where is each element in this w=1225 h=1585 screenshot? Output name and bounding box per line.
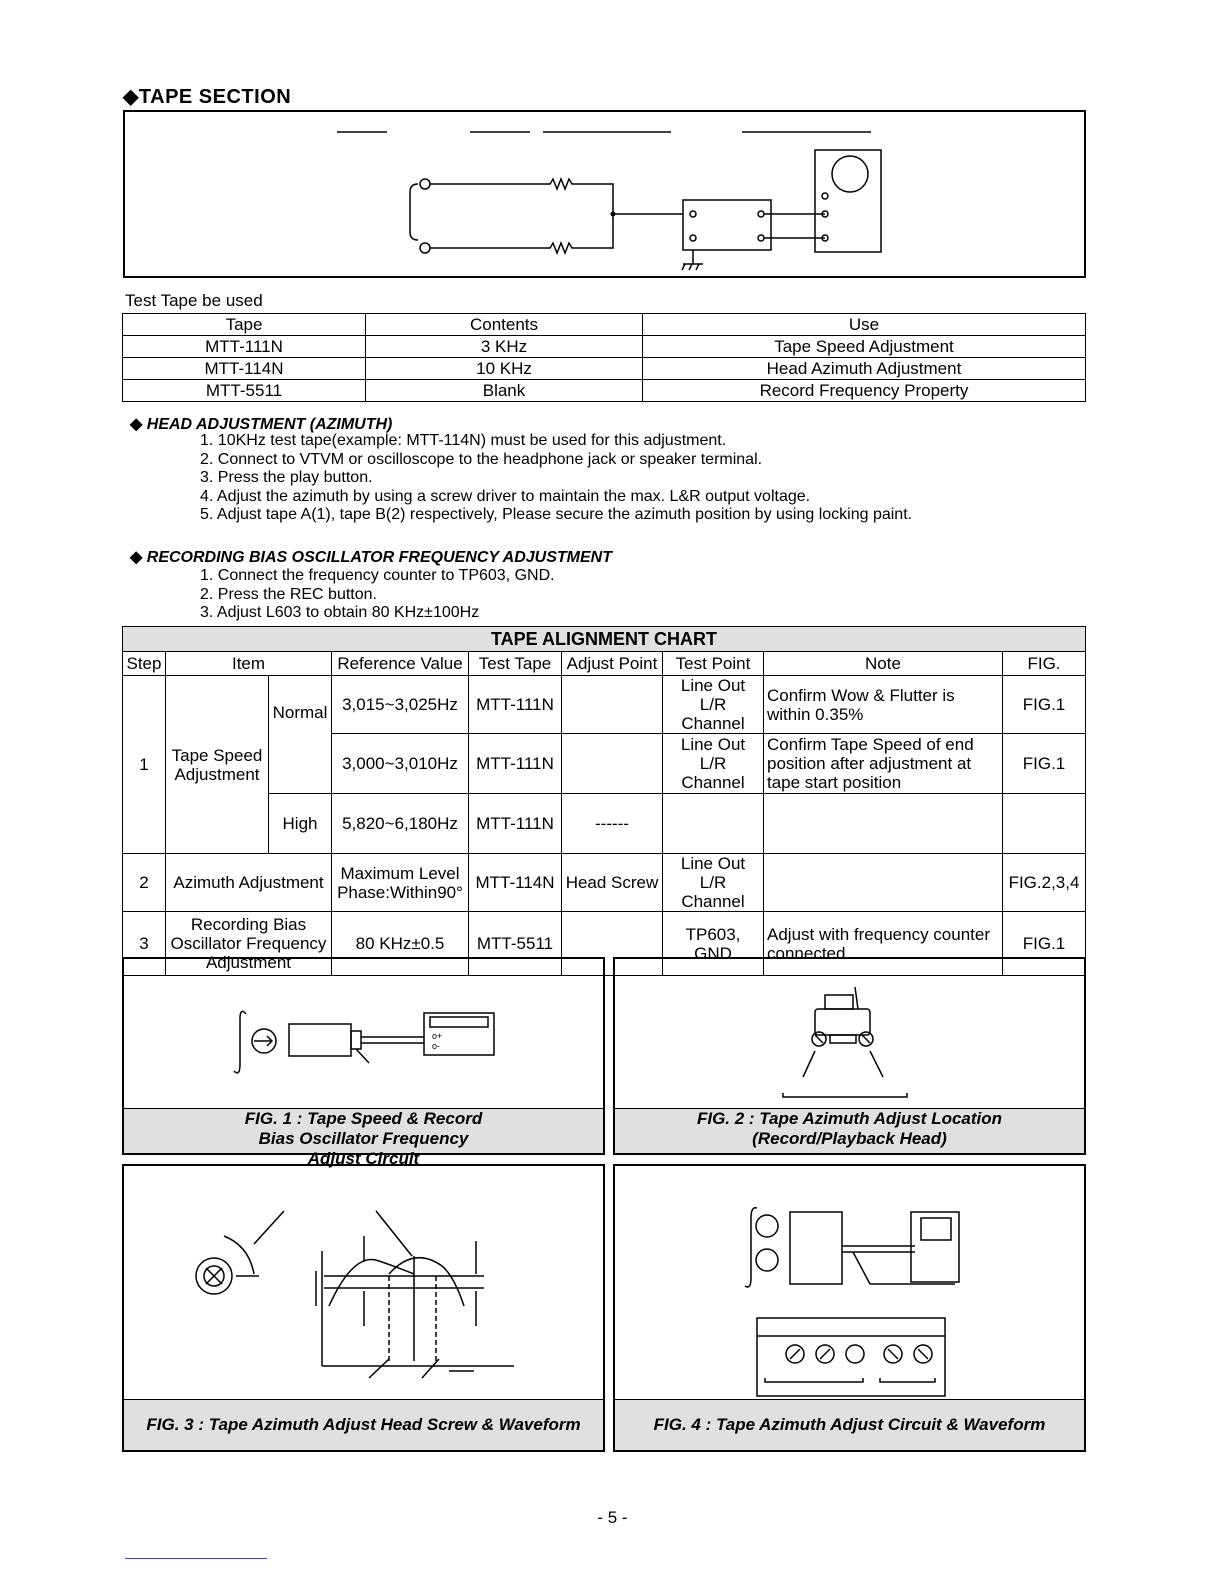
tape-table bbox=[122, 313, 1086, 402]
header-item: Item bbox=[166, 652, 332, 676]
table-cell: 10 KHz bbox=[366, 358, 643, 380]
head-adjustment-steps bbox=[200, 432, 912, 525]
table-cell: Adjust with frequency counter connected. bbox=[764, 912, 1003, 976]
section-title: ◆TAPE SECTION bbox=[123, 86, 292, 108]
circuit-diagram bbox=[125, 112, 1084, 276]
header-note: Note bbox=[764, 652, 1003, 676]
table-cell: Line Out L/R Channel bbox=[663, 734, 764, 794]
header-contents: Contents bbox=[366, 314, 643, 336]
mode-cell: Normal bbox=[269, 676, 332, 794]
test-tape-label: Test Tape be used bbox=[125, 291, 263, 310]
table-cell: Line Out L/R Channel bbox=[663, 854, 764, 912]
header-reference: Reference Value bbox=[332, 652, 469, 676]
figure-2 bbox=[613, 957, 1086, 1155]
table-cell bbox=[562, 734, 663, 794]
table-cell: 5,820~6,180Hz bbox=[332, 794, 469, 854]
step-cell: 3 bbox=[123, 912, 166, 976]
table-row bbox=[123, 380, 1086, 402]
figure-1 bbox=[122, 957, 605, 1168]
bias-adjustment-steps bbox=[200, 567, 555, 623]
table-cell bbox=[1003, 794, 1086, 854]
fig1-diagram bbox=[124, 959, 603, 1109]
footer-underline bbox=[125, 1558, 267, 1559]
table-cell: FIG.1 bbox=[1003, 734, 1086, 794]
table-cell: Head Screw bbox=[562, 854, 663, 912]
table-cell: MTT-111N bbox=[469, 676, 562, 734]
table-cell: 3,000~3,010Hz bbox=[332, 734, 469, 794]
item-cell: Recording Bias Oscillator Frequency Adjustment bbox=[166, 912, 332, 976]
item-cell: Tape Speed Adjustment bbox=[166, 676, 269, 854]
list-item: 2. Connect to VTVM or oscilloscope to the headphone jack or speaker terminal. bbox=[200, 450, 763, 468]
diamond-bullet-icon: ◆ bbox=[130, 416, 143, 433]
table-cell: Tape Speed Adjustment bbox=[643, 336, 1086, 358]
table-cell bbox=[764, 794, 1003, 854]
table-cell: MTT-111N bbox=[123, 336, 366, 358]
list-item: 3. Adjust L603 to obtain 80 KHz±100Hz bbox=[200, 604, 480, 621]
table-cell bbox=[764, 854, 1003, 912]
header-step: Step bbox=[123, 652, 166, 676]
table-cell: 3,015~3,025Hz bbox=[332, 676, 469, 734]
table-cell: ------ bbox=[562, 794, 663, 854]
item-cell: Azimuth Adjustment bbox=[166, 854, 332, 912]
page-number: - 5 - bbox=[597, 1508, 628, 1527]
table-cell: Maximum Level Phase:Within90° bbox=[332, 854, 469, 912]
table-cell: Blank bbox=[366, 380, 643, 402]
fig2-caption: FIG. 2 : Tape Azimuth Adjust Location (Record/Playback Head) bbox=[615, 1108, 1084, 1153]
table-row bbox=[123, 314, 1086, 336]
alignment-chart bbox=[122, 626, 1086, 976]
table-cell: Head Azimuth Adjustment bbox=[643, 358, 1086, 380]
list-item: 5. Adjust tape A(1), tape B(2) respectively, Please secure the azimuth position by using locking paint. bbox=[200, 506, 913, 523]
header-test-point: Test Point bbox=[663, 652, 764, 676]
header-fig: FIG. bbox=[1003, 652, 1086, 676]
header-tape: Tape bbox=[123, 314, 366, 336]
fig4-diagram bbox=[615, 1166, 1084, 1402]
diamond-bullet-icon: ◆ bbox=[123, 86, 139, 108]
table-row bbox=[123, 676, 1086, 734]
table-cell: MTT-114N bbox=[123, 358, 366, 380]
table-row bbox=[123, 627, 1086, 652]
table-row bbox=[123, 336, 1086, 358]
table-cell: MTT-114N bbox=[469, 854, 562, 912]
svg-text:o+: o+ bbox=[432, 1031, 443, 1041]
table-cell: MTT-111N bbox=[469, 794, 562, 854]
table-cell: 3 KHz bbox=[366, 336, 643, 358]
table-cell: FIG.2,3,4 bbox=[1003, 854, 1086, 912]
step-cell: 2 bbox=[123, 854, 166, 912]
table-cell: Record Frequency Property bbox=[643, 380, 1086, 402]
fig3-caption: FIG. 3 : Tape Azimuth Adjust Head Screw & Waveform bbox=[124, 1399, 603, 1450]
list-item: 1. 10KHz test tape(example: MTT-114N) must be used for this adjustment. bbox=[200, 432, 727, 449]
table-cell: MTT-5511 bbox=[469, 912, 562, 976]
table-cell: MTT-111N bbox=[469, 734, 562, 794]
table-row bbox=[123, 854, 1086, 912]
table-cell: 80 KHz±0.5 bbox=[332, 912, 469, 976]
figure-4 bbox=[613, 1164, 1086, 1452]
table-cell bbox=[562, 676, 663, 734]
figure-3 bbox=[122, 1164, 605, 1452]
chart-title: TAPE ALIGNMENT CHART bbox=[123, 627, 1086, 652]
list-item: 1. Connect the frequency counter to TP603, GND. bbox=[200, 567, 555, 584]
fig4-caption: FIG. 4 : Tape Azimuth Adjust Circuit & Waveform bbox=[615, 1399, 1084, 1450]
step-cell: 1 bbox=[123, 676, 166, 854]
list-item: 2. Press the REC button. bbox=[200, 585, 377, 603]
bias-adjustment-heading: ◆ RECORDING BIAS OSCILLATOR FREQUENCY ADJUSTMENT bbox=[130, 549, 612, 566]
header-test-tape: Test Tape bbox=[469, 652, 562, 676]
svg-text:o-: o- bbox=[432, 1041, 441, 1051]
fig2-diagram bbox=[615, 959, 1084, 1109]
mode-cell: High bbox=[269, 794, 332, 854]
header-adjust-point: Adjust Point bbox=[562, 652, 663, 676]
table-row bbox=[123, 358, 1086, 380]
circuit-diagram-box bbox=[123, 110, 1086, 278]
table-cell: TP603, GND bbox=[663, 912, 764, 976]
table-cell: Line Out L/R Channel bbox=[663, 676, 764, 734]
diamond-bullet-icon: ◆ bbox=[130, 549, 143, 566]
table-cell: FIG.1 bbox=[1003, 912, 1086, 976]
list-item: 3. Press the play button. bbox=[200, 469, 373, 486]
header-use: Use bbox=[643, 314, 1086, 336]
head-adjustment-heading: ◆ HEAD ADJUSTMENT (AZIMUTH) bbox=[130, 416, 393, 433]
table-cell bbox=[663, 794, 764, 854]
table-row bbox=[123, 652, 1086, 676]
fig3-diagram bbox=[124, 1166, 603, 1402]
fig1-caption: FIG. 1 : Tape Speed & Record Bias Oscillator Frequency Adjust Circuit bbox=[124, 1108, 603, 1153]
table-cell: FIG.1 bbox=[1003, 676, 1086, 734]
table-cell: Confirm Wow & Flutter is within 0.35% bbox=[764, 676, 1003, 734]
list-item: 4. Adjust the azimuth by using a screw driver to maintain the max. L&R output voltage. bbox=[200, 487, 811, 505]
table-cell: Confirm Tape Speed of end position after adjustment at tape start position bbox=[764, 734, 1003, 794]
table-cell: MTT-5511 bbox=[123, 380, 366, 402]
